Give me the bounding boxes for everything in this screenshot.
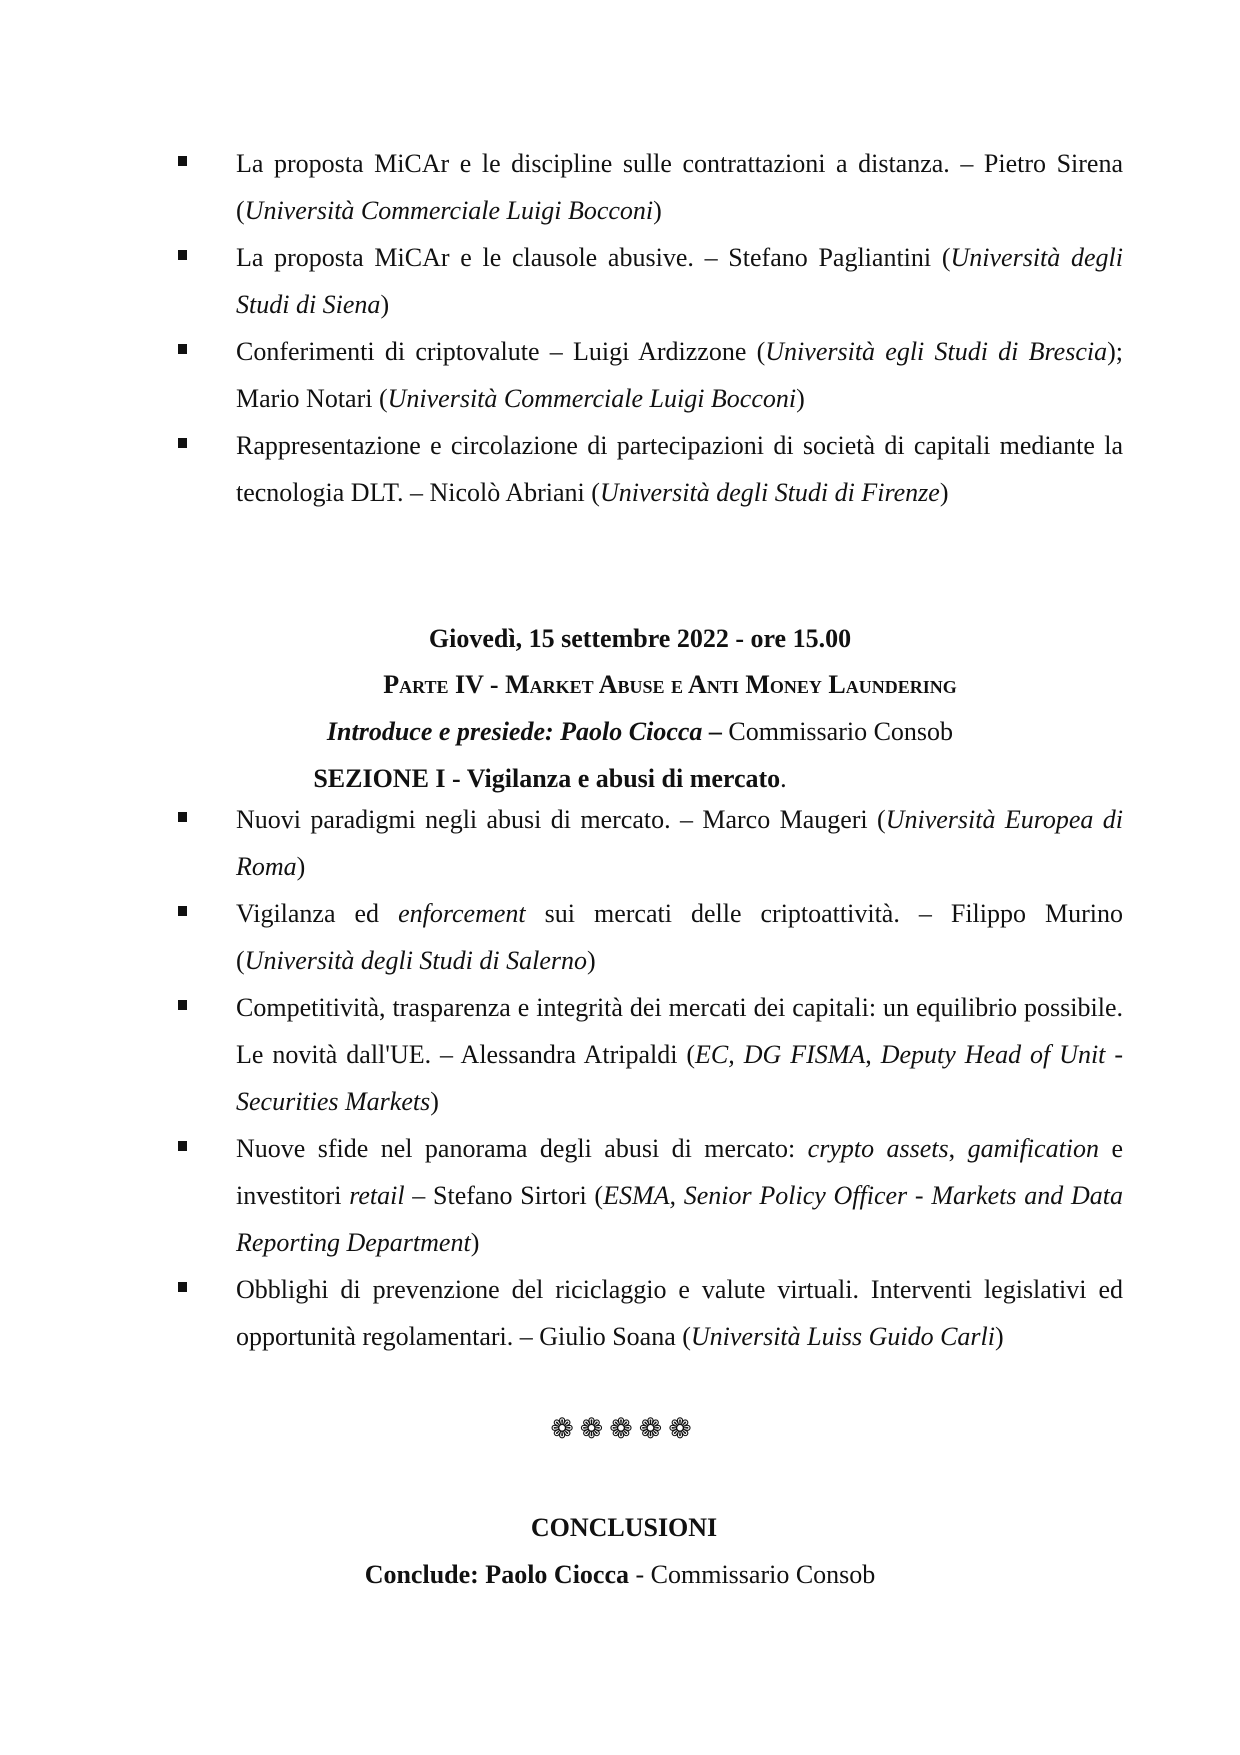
square-bullet-icon bbox=[178, 438, 187, 448]
talk-text: ) bbox=[470, 1228, 480, 1257]
square-bullet-icon bbox=[178, 812, 187, 822]
talk-text: – Stefano Sirtori ( bbox=[404, 1181, 604, 1210]
talk-text-italic: Università degli Studi di Salerno bbox=[244, 946, 587, 975]
talk-text: ) bbox=[586, 946, 596, 975]
talk-item bbox=[0, 422, 1123, 516]
talk-item bbox=[0, 984, 1123, 1125]
section-title-end: . bbox=[780, 764, 787, 793]
square-bullet-icon bbox=[178, 156, 187, 166]
chair-dash: – bbox=[702, 717, 729, 746]
talk-text: ) bbox=[653, 196, 662, 225]
talk-text-italic: Università degli Studi di Firenze bbox=[599, 478, 940, 507]
talk-text: ) bbox=[994, 1322, 1004, 1351]
conclusions-title: CONCLUSIONI bbox=[530, 1513, 718, 1542]
talk-text: , bbox=[865, 1040, 881, 1069]
talk-text-italic: crypto assets bbox=[807, 1134, 949, 1163]
square-bullet-icon bbox=[178, 906, 187, 916]
talk-item bbox=[0, 140, 1123, 234]
talk-text: , bbox=[948, 1134, 968, 1163]
talk-list-part-iii bbox=[0, 140, 1240, 516]
talk-text-italic: Università Europea di Roma bbox=[236, 805, 1123, 881]
chair-role: Commissario Consob bbox=[728, 717, 954, 746]
talk-text-italic: Securities Markets bbox=[236, 1087, 431, 1116]
square-bullet-icon bbox=[178, 1141, 187, 1151]
talk-text: La proposta MiCAr e le discipline sulle contrattazioni a distanza. – Pietro Sirena ( bbox=[236, 149, 1123, 225]
talk-text-italic: retail bbox=[349, 1181, 405, 1210]
talk-text: ) bbox=[796, 384, 805, 413]
talk-text: Nuovi paradigmi negli abusi di mercato. – Marco Maugeri ( bbox=[236, 805, 886, 834]
talk-item bbox=[0, 1125, 1123, 1266]
square-bullet-icon bbox=[178, 250, 187, 260]
square-bullet-icon bbox=[178, 344, 187, 354]
talk-text: Obblighi di prevenzione del riciclaggio e valute virtuali. Interventi legislativi ed opportunità regolamentari. – Giulio Soana ( bbox=[236, 1275, 1123, 1351]
talk-text: e investitori bbox=[236, 1134, 1123, 1210]
talk-text: ); Mario Notari ( bbox=[236, 337, 1123, 413]
talk-text-italic: Deputy Head of Unit bbox=[880, 1040, 1106, 1069]
talk-text: ) bbox=[296, 852, 306, 881]
talk-item bbox=[0, 890, 1123, 984]
talk-text: Vigilanza ed bbox=[236, 899, 399, 928]
conclusions-line bbox=[0, 1552, 1240, 1598]
talk-item bbox=[0, 234, 1123, 328]
talk-text-italic: EC, DG FISMA bbox=[695, 1040, 866, 1069]
talk-text: ) bbox=[380, 290, 390, 319]
talk-text: ) bbox=[430, 1087, 439, 1116]
talk-text-italic: Università egli Studi di Brescia bbox=[765, 337, 1108, 366]
talk-text-italic: ESMA, Senior Policy Officer - Markets and Data Reporting Department bbox=[236, 1181, 1124, 1257]
talk-text: Conferimenti di criptovalute – Luigi Ardizzone ( bbox=[236, 337, 766, 366]
square-bullet-icon bbox=[178, 1000, 187, 1010]
talk-text-italic: enforcement bbox=[398, 899, 526, 928]
talk-text: ) bbox=[939, 478, 949, 507]
talk-list-part-iv bbox=[0, 796, 1240, 1360]
section-title-text: SEZIONE I - Vigilanza e abusi di mercato bbox=[313, 764, 781, 793]
talk-text: La proposta MiCAr e le clausole abusive. – Stefano Pagliantini ( bbox=[236, 243, 951, 272]
talk-text: sui mercati delle criptoattività. – Filippo Murino ( bbox=[236, 899, 1124, 975]
talk-text-italic: Università Commerciale Luigi Bocconi bbox=[244, 196, 654, 225]
part-title: Parte IV - Market Abuse e Anti Money Laundering bbox=[383, 670, 957, 699]
talk-item bbox=[0, 1266, 1123, 1360]
chair-line bbox=[20, 709, 1240, 755]
chair-label: Introduce e presiede: Paolo Ciocca bbox=[326, 717, 703, 746]
conclusions-speaker: Conclude: Paolo Ciocca bbox=[364, 1560, 629, 1589]
talk-text-italic: Università degli Studi di Siena bbox=[236, 243, 1123, 319]
square-bullet-icon bbox=[178, 1282, 187, 1292]
talk-text: - bbox=[1105, 1040, 1124, 1069]
talk-text-italic: Università Commerciale Luigi Bocconi bbox=[387, 384, 797, 413]
talk-text: Nuove sfide nel panorama degli abusi di mercato: bbox=[236, 1134, 808, 1163]
talk-text-italic: gamification bbox=[967, 1134, 1100, 1163]
conclusions-role: - Commissario Consob bbox=[629, 1560, 876, 1589]
talk-text: Rappresentazione e circolazione di partecipazioni di società di capitali mediante la tecnologia DLT. – Nicolò Abriani ( bbox=[236, 431, 1123, 507]
talk-text-italic: Università Luiss Guido Carli bbox=[690, 1322, 995, 1351]
session-date: Giovedì, 15 settembre 2022 - ore 15.00 bbox=[428, 624, 852, 653]
talk-item bbox=[0, 328, 1123, 422]
talk-text: Competitività, trasparenza e integrità dei mercati dei capitali: un equilibrio possibile. Le novità dall'UE. – Alessandra Atripaldi ( bbox=[236, 993, 1123, 1069]
ornament-divider: ❁❁❁❁❁ bbox=[550, 1414, 698, 1445]
talk-item bbox=[0, 796, 1123, 890]
